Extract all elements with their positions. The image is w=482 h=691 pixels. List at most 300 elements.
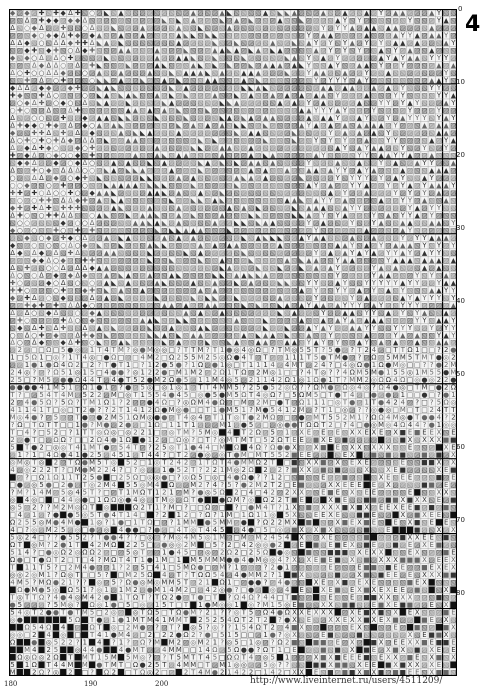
stitch-symbol: Δ bbox=[54, 249, 59, 257]
filled-stitch-cell bbox=[10, 587, 16, 593]
stitch-symbol: □ bbox=[139, 474, 145, 482]
stitch-symbol: X bbox=[437, 526, 442, 534]
stitch-symbol: □ bbox=[241, 489, 247, 497]
stitch-symbol: ▲ bbox=[212, 301, 218, 309]
stitch-symbol: ○ bbox=[75, 316, 81, 324]
stitch-symbol: 4 bbox=[90, 376, 94, 384]
stitch-symbol: 5 bbox=[430, 369, 434, 377]
stitch-symbol: ▨ bbox=[443, 474, 449, 482]
stitch-symbol: ■ bbox=[356, 504, 362, 512]
stitch-symbol: ● bbox=[241, 481, 247, 489]
stitch-symbol: ○ bbox=[53, 99, 59, 107]
stitch-symbol: ▨ bbox=[335, 226, 341, 234]
stitch-symbol: ▧ bbox=[197, 31, 203, 39]
stitch-symbol: X bbox=[321, 586, 326, 594]
stitch-symbol: ▨ bbox=[168, 339, 174, 347]
stitch-symbol: ○ bbox=[46, 264, 52, 272]
stitch-symbol: ◆ bbox=[89, 264, 95, 272]
stitch-symbol: ▧ bbox=[378, 24, 384, 32]
stitch-symbol: ▲ bbox=[306, 256, 312, 264]
stitch-symbol: ▨ bbox=[118, 316, 124, 324]
stitch-symbol: ▲ bbox=[263, 331, 269, 339]
stitch-symbol: ▨ bbox=[176, 61, 182, 69]
stitch-symbol: ▲ bbox=[97, 189, 103, 197]
stitch-symbol: 5 bbox=[61, 526, 65, 534]
stitch-symbol: 2 bbox=[263, 571, 267, 579]
stitch-symbol: M bbox=[67, 504, 73, 512]
stitch-symbol: ▧ bbox=[190, 339, 196, 347]
stitch-symbol: ▨ bbox=[421, 211, 427, 219]
stitch-symbol: ▲ bbox=[256, 46, 262, 54]
stitch-symbol: ? bbox=[119, 399, 123, 407]
stitch-symbol: ✚ bbox=[31, 166, 37, 174]
stitch-symbol: Y bbox=[342, 189, 348, 197]
stitch-symbol: ▨ bbox=[371, 436, 377, 444]
stitch-symbol: 2 bbox=[119, 474, 123, 482]
stitch-symbol: ▨ bbox=[111, 234, 117, 242]
stitch-symbol: ○ bbox=[39, 211, 45, 219]
stitch-symbol: M bbox=[39, 579, 45, 587]
stitch-symbol: M bbox=[291, 361, 297, 369]
stitch-symbol: ? bbox=[148, 526, 152, 534]
stitch-symbol: ◣ bbox=[256, 271, 262, 279]
stitch-symbol: □ bbox=[204, 594, 210, 602]
stitch-symbol: ▧ bbox=[96, 256, 102, 264]
stitch-symbol: ◆ bbox=[61, 9, 67, 17]
stitch-symbol: 2 bbox=[54, 459, 58, 467]
stitch-symbol: ▲ bbox=[198, 309, 204, 317]
stitch-symbol: ◣ bbox=[292, 204, 298, 212]
stitch-symbol: ◆ bbox=[75, 196, 81, 204]
stitch-symbol: T bbox=[248, 436, 254, 444]
stitch-symbol: ▲ bbox=[299, 91, 305, 99]
stitch-symbol: ▧ bbox=[277, 174, 283, 182]
stitch-symbol: ▧ bbox=[125, 16, 131, 24]
stitch-symbol: ▧ bbox=[277, 136, 283, 144]
stitch-symbol: 2 bbox=[68, 549, 72, 557]
stitch-symbol: ▨ bbox=[60, 271, 66, 279]
stitch-symbol: 1 bbox=[148, 436, 152, 444]
stitch-symbol: ▨ bbox=[161, 519, 167, 527]
stitch-symbol: X bbox=[437, 466, 442, 474]
stitch-symbol: M bbox=[299, 406, 305, 414]
stitch-symbol: X bbox=[451, 451, 456, 459]
stitch-symbol: ◣ bbox=[97, 174, 103, 182]
stitch-symbol: Y bbox=[371, 106, 377, 114]
stitch-symbol: ▧ bbox=[154, 69, 160, 77]
stitch-symbol: ▨ bbox=[241, 189, 247, 197]
stitch-symbol: ▨ bbox=[111, 99, 117, 107]
stitch-symbol: 4 bbox=[249, 489, 253, 497]
stitch-symbol: Y bbox=[407, 16, 413, 24]
stitch-symbol: ▧ bbox=[320, 279, 326, 287]
stitch-symbol: ▧ bbox=[139, 181, 145, 189]
stitch-symbol: Ω bbox=[227, 354, 232, 362]
stitch-symbol: ▨ bbox=[226, 196, 232, 204]
stitch-symbol: Y bbox=[356, 16, 362, 24]
stitch-symbol: ▲ bbox=[147, 316, 153, 324]
stitch-symbol: ▧ bbox=[139, 106, 145, 114]
stitch-symbol: 5 bbox=[61, 489, 65, 497]
stitch-symbol: ▨ bbox=[161, 166, 167, 174]
stitch-symbol: □ bbox=[241, 549, 247, 557]
stitch-symbol: ▧ bbox=[428, 466, 434, 474]
stitch-symbol: ◎ bbox=[205, 451, 211, 459]
stitch-symbol: 2 bbox=[133, 459, 137, 467]
filled-stitch-cell bbox=[378, 437, 384, 443]
stitch-symbol: ■ bbox=[363, 571, 369, 579]
stitch-symbol: ▧ bbox=[45, 114, 51, 122]
stitch-symbol: ▲ bbox=[205, 301, 211, 309]
stitch-symbol: T bbox=[31, 459, 37, 467]
stitch-symbol: M bbox=[190, 519, 196, 527]
stitch-symbol: ▨ bbox=[414, 196, 420, 204]
stitch-symbol: ▧ bbox=[125, 84, 131, 92]
stitch-symbol: ▨ bbox=[385, 339, 391, 347]
stitch-symbol: ◣ bbox=[248, 256, 254, 264]
stitch-symbol: ▧ bbox=[212, 256, 218, 264]
stitch-symbol: Δ bbox=[68, 316, 73, 324]
stitch-symbol: ▧ bbox=[356, 309, 362, 317]
stitch-symbol: ◣ bbox=[183, 46, 189, 54]
stitch-symbol: 2 bbox=[256, 369, 260, 377]
stitch-symbol: 1 bbox=[126, 511, 130, 519]
stitch-symbol: Y bbox=[349, 174, 355, 182]
stitch-symbol: Ω bbox=[451, 384, 456, 392]
stitch-symbol: 2 bbox=[140, 376, 144, 384]
stitch-symbol: Δ bbox=[90, 219, 95, 227]
stitch-symbol: Y bbox=[327, 76, 333, 84]
stitch-symbol: ▨ bbox=[96, 294, 102, 302]
stitch-symbol: 5 bbox=[97, 571, 101, 579]
stitch-symbol: ▲ bbox=[342, 241, 348, 249]
stitch-symbol: ● bbox=[284, 444, 290, 452]
stitch-symbol: ■ bbox=[342, 504, 348, 512]
stitch-symbol: T bbox=[38, 564, 44, 572]
stitch-symbol: Y bbox=[306, 159, 312, 167]
stitch-symbol: ▨ bbox=[277, 31, 283, 39]
stitch-symbol: Ω bbox=[444, 399, 449, 407]
stitch-symbol: ▨ bbox=[335, 384, 341, 392]
stitch-symbol: Y bbox=[385, 256, 391, 264]
stitch-symbol: ▨ bbox=[320, 144, 326, 152]
stitch-symbol: ▧ bbox=[197, 294, 203, 302]
stitch-symbol: ▨ bbox=[241, 226, 247, 234]
stitch-symbol: ▧ bbox=[154, 9, 160, 17]
stitch-symbol: Δ bbox=[54, 61, 59, 69]
stitch-symbol: 1 bbox=[148, 459, 152, 467]
stitch-symbol: 1 bbox=[357, 414, 361, 422]
stitch-symbol: Ω bbox=[248, 466, 253, 474]
stitch-symbol: ▨ bbox=[190, 84, 196, 92]
stitch-symbol: ▲ bbox=[147, 271, 153, 279]
stitch-symbol: ▧ bbox=[371, 474, 377, 482]
stitch-symbol: ● bbox=[118, 369, 124, 377]
stitch-symbol: ▨ bbox=[349, 91, 355, 99]
stitch-symbol: ▧ bbox=[241, 24, 247, 32]
stitch-symbol: ▧ bbox=[443, 9, 449, 17]
stitch-symbol: ▧ bbox=[327, 571, 333, 579]
stitch-symbol: ▲ bbox=[133, 106, 139, 114]
stitch-symbol: 2 bbox=[155, 436, 159, 444]
stitch-symbol: T bbox=[241, 609, 247, 617]
stitch-symbol: ✚ bbox=[39, 129, 45, 137]
stitch-symbol: Ω bbox=[241, 369, 246, 377]
stitch-symbol: 4 bbox=[401, 399, 405, 407]
stitch-symbol: ▨ bbox=[450, 24, 456, 32]
stitch-symbol: 2 bbox=[444, 361, 448, 369]
stitch-symbol: ▨ bbox=[96, 204, 102, 212]
stitch-symbol: 1 bbox=[292, 354, 296, 362]
stitch-symbol: ▨ bbox=[269, 144, 275, 152]
stitch-symbol: ■ bbox=[421, 451, 427, 459]
stitch-symbol: ▲ bbox=[118, 129, 124, 137]
stitch-symbol: 2 bbox=[437, 376, 441, 384]
stitch-symbol: ■ bbox=[400, 556, 406, 564]
stitch-symbol: Ω bbox=[104, 399, 109, 407]
stitch-symbol: ▲ bbox=[292, 99, 298, 107]
stitch-symbol: ■ bbox=[363, 519, 369, 527]
stitch-symbol: ▧ bbox=[67, 114, 73, 122]
stitch-symbol: ▨ bbox=[82, 294, 88, 302]
stitch-symbol: Y bbox=[400, 99, 406, 107]
stitch-symbol: ● bbox=[205, 391, 211, 399]
stitch-symbol: ▧ bbox=[219, 39, 225, 47]
stitch-symbol: ▲ bbox=[429, 24, 435, 32]
stitch-symbol: ? bbox=[47, 594, 51, 602]
stitch-symbol: ▨ bbox=[38, 286, 44, 294]
stitch-symbol: ◣ bbox=[285, 324, 291, 332]
stitch-symbol: X bbox=[379, 556, 384, 564]
stitch-symbol: ▲ bbox=[227, 24, 233, 32]
stitch-symbol: ▨ bbox=[9, 301, 15, 309]
stitch-symbol: ▲ bbox=[429, 219, 435, 227]
stitch-symbol: ▨ bbox=[371, 99, 377, 107]
stitch-symbol: 4 bbox=[32, 534, 36, 542]
stitch-symbol: ▧ bbox=[291, 46, 297, 54]
stitch-symbol: ▲ bbox=[191, 16, 197, 24]
stitch-symbol: ● bbox=[46, 361, 52, 369]
stitch-symbol: M bbox=[67, 391, 73, 399]
stitch-symbol: ▲ bbox=[126, 46, 132, 54]
stitch-symbol: ▧ bbox=[371, 196, 377, 204]
stitch-symbol: ○ bbox=[17, 339, 23, 347]
stitch-symbol: ■ bbox=[378, 571, 384, 579]
stitch-symbol: 4 bbox=[285, 361, 289, 369]
stitch-symbol: ▨ bbox=[9, 346, 15, 354]
stitch-symbol: ▧ bbox=[414, 16, 420, 24]
stitch-symbol: ◎ bbox=[111, 459, 117, 467]
stitch-symbol: ▨ bbox=[132, 114, 138, 122]
stitch-symbol: ▲ bbox=[292, 309, 298, 317]
stitch-symbol: ▨ bbox=[450, 234, 456, 242]
stitch-symbol: T bbox=[176, 414, 182, 422]
stitch-symbol: ▨ bbox=[212, 166, 218, 174]
stitch-symbol: ▧ bbox=[392, 459, 398, 467]
stitch-symbol: ▧ bbox=[183, 24, 189, 32]
stitch-symbol: ? bbox=[126, 369, 130, 377]
stitch-symbol: ▨ bbox=[139, 586, 145, 594]
stitch-symbol: Ω bbox=[68, 361, 73, 369]
stitch-symbol: ▧ bbox=[298, 504, 304, 512]
stitch-symbol: ▧ bbox=[139, 196, 145, 204]
stitch-symbol: ▧ bbox=[74, 211, 80, 219]
stitch-symbol: ? bbox=[126, 534, 130, 542]
stitch-symbol: ▧ bbox=[262, 294, 268, 302]
stitch-symbol: ◎ bbox=[140, 496, 146, 504]
stitch-symbol: ▨ bbox=[363, 451, 369, 459]
stitch-symbol: ▧ bbox=[363, 256, 369, 264]
stitch-symbol: 2 bbox=[18, 346, 22, 354]
stitch-symbol: ▨ bbox=[400, 316, 406, 324]
stitch-symbol: ◣ bbox=[97, 84, 103, 92]
stitch-symbol: T bbox=[212, 594, 218, 602]
stitch-symbol: ▧ bbox=[327, 466, 333, 474]
stitch-symbol: ▨ bbox=[313, 211, 319, 219]
stitch-symbol: ◆ bbox=[68, 271, 74, 279]
stitch-symbol: ▧ bbox=[190, 249, 196, 257]
stitch-symbol: ○ bbox=[46, 241, 52, 249]
stitch-symbol: ◎ bbox=[24, 466, 30, 474]
stitch-symbol: ● bbox=[132, 579, 138, 587]
stitch-symbol: 1 bbox=[242, 511, 246, 519]
stitch-symbol: ▨ bbox=[262, 241, 268, 249]
stitch-symbol: ▨ bbox=[284, 39, 290, 47]
filled-stitch-cell bbox=[364, 482, 370, 488]
stitch-symbol: X bbox=[335, 481, 340, 489]
stitch-symbol: ▧ bbox=[74, 69, 80, 77]
stitch-symbol: Y bbox=[400, 91, 406, 99]
stitch-symbol: ▨ bbox=[24, 196, 30, 204]
stitch-symbol: ▨ bbox=[327, 226, 333, 234]
stitch-symbol: 2 bbox=[90, 391, 94, 399]
stitch-symbol: ▧ bbox=[139, 301, 145, 309]
stitch-symbol: Δ bbox=[68, 241, 73, 249]
stitch-symbol: ▨ bbox=[284, 129, 290, 137]
stitch-symbol: 2 bbox=[97, 466, 101, 474]
stitch-symbol: ▲ bbox=[205, 121, 211, 129]
stitch-symbol: ▲ bbox=[357, 286, 363, 294]
stitch-symbol: ○ bbox=[31, 226, 37, 234]
stitch-symbol: ? bbox=[430, 399, 434, 407]
stitch-symbol: ▨ bbox=[443, 61, 449, 69]
stitch-symbol: ◣ bbox=[263, 151, 269, 159]
stitch-symbol: ◎ bbox=[67, 571, 73, 579]
stitch-symbol: ▨ bbox=[212, 324, 218, 332]
stitch-symbol: ✚ bbox=[89, 226, 95, 234]
stitch-symbol: 5 bbox=[126, 459, 130, 467]
stitch-symbol: M bbox=[125, 571, 131, 579]
stitch-symbol: ◣ bbox=[299, 211, 305, 219]
stitch-symbol: ▨ bbox=[349, 354, 355, 362]
stitch-symbol: ▧ bbox=[400, 159, 406, 167]
stitch-symbol: ◣ bbox=[104, 166, 110, 174]
stitch-symbol: ◣ bbox=[133, 91, 139, 99]
stitch-symbol: ? bbox=[300, 384, 304, 392]
stitch-symbol: ■ bbox=[335, 556, 341, 564]
stitch-symbol: ✚ bbox=[75, 39, 81, 47]
stitch-symbol: ◆ bbox=[53, 159, 59, 167]
filled-stitch-cell bbox=[226, 444, 232, 450]
stitch-symbol: ▲ bbox=[241, 331, 247, 339]
stitch-symbol: ■ bbox=[450, 571, 456, 579]
stitch-symbol: Y bbox=[327, 331, 333, 339]
stitch-symbol: ▨ bbox=[212, 234, 218, 242]
stitch-symbol: 2 bbox=[39, 444, 43, 452]
stitch-symbol: ▨ bbox=[298, 9, 304, 17]
stitch-symbol: 5 bbox=[234, 384, 238, 392]
stitch-symbol: ▧ bbox=[204, 174, 210, 182]
stitch-symbol: ▧ bbox=[414, 241, 420, 249]
stitch-symbol: ▧ bbox=[255, 91, 261, 99]
stitch-symbol: ▧ bbox=[306, 136, 312, 144]
stitch-symbol: Y bbox=[407, 204, 413, 212]
stitch-symbol: ▨ bbox=[53, 234, 59, 242]
stitch-symbol: ▧ bbox=[378, 136, 384, 144]
stitch-symbol: ▧ bbox=[392, 549, 398, 557]
stitch-symbol: Y bbox=[356, 181, 362, 189]
stitch-symbol: ▨ bbox=[443, 301, 449, 309]
stitch-symbol: T bbox=[96, 346, 102, 354]
stitch-symbol: ◎ bbox=[320, 369, 326, 377]
stitch-symbol: ● bbox=[436, 384, 442, 392]
stitch-symbol: ▲ bbox=[277, 241, 283, 249]
stitch-symbol: ▧ bbox=[306, 46, 312, 54]
stitch-symbol: ◣ bbox=[133, 129, 139, 137]
stitch-symbol: ▲ bbox=[154, 189, 160, 197]
stitch-symbol: ▨ bbox=[320, 256, 326, 264]
stitch-symbol: ▨ bbox=[356, 54, 362, 62]
stitch-symbol: ▧ bbox=[371, 204, 377, 212]
stitch-symbol: ▨ bbox=[241, 324, 247, 332]
stitch-symbol: ▨ bbox=[154, 166, 160, 174]
stitch-symbol: ▨ bbox=[428, 16, 434, 24]
stitch-symbol: ▨ bbox=[421, 226, 427, 234]
filled-stitch-cell bbox=[82, 519, 88, 525]
stitch-symbol: ▨ bbox=[161, 84, 167, 92]
stitch-symbol: E bbox=[328, 564, 332, 572]
stitch-symbol: ○ bbox=[89, 76, 95, 84]
stitch-symbol: ▨ bbox=[298, 226, 304, 234]
filled-stitch-cell bbox=[436, 444, 442, 450]
stitch-symbol: ▧ bbox=[204, 279, 210, 287]
stitch-symbol: ▲ bbox=[429, 76, 435, 84]
stitch-symbol: ▧ bbox=[17, 331, 23, 339]
stitch-symbol: ▨ bbox=[96, 564, 102, 572]
stitch-symbol: M bbox=[284, 519, 290, 527]
stitch-symbol: ▨ bbox=[400, 121, 406, 129]
stitch-symbol: ▨ bbox=[24, 504, 30, 512]
stitch-symbol: T bbox=[67, 459, 73, 467]
stitch-symbol: Ω bbox=[205, 511, 210, 519]
stitch-symbol: ▧ bbox=[67, 24, 73, 32]
stitch-symbol: ▨ bbox=[277, 361, 283, 369]
stitch-symbol: E bbox=[408, 541, 412, 549]
stitch-symbol: ✚ bbox=[17, 286, 23, 294]
stitch-symbol: Y bbox=[349, 181, 355, 189]
stitch-symbol: ▧ bbox=[125, 226, 131, 234]
stitch-symbol: ▧ bbox=[248, 301, 254, 309]
stitch-symbol: ▨ bbox=[349, 579, 355, 587]
stitch-symbol: □ bbox=[38, 534, 44, 542]
stitch-symbol: 2 bbox=[184, 451, 188, 459]
stitch-symbol: ▨ bbox=[204, 84, 210, 92]
stitch-symbol: Y bbox=[400, 54, 406, 62]
stitch-symbol: ◎ bbox=[132, 346, 138, 354]
stitch-symbol: ▨ bbox=[17, 436, 23, 444]
stitch-symbol: ◆ bbox=[89, 31, 95, 39]
stitch-symbol: ▨ bbox=[168, 76, 174, 84]
